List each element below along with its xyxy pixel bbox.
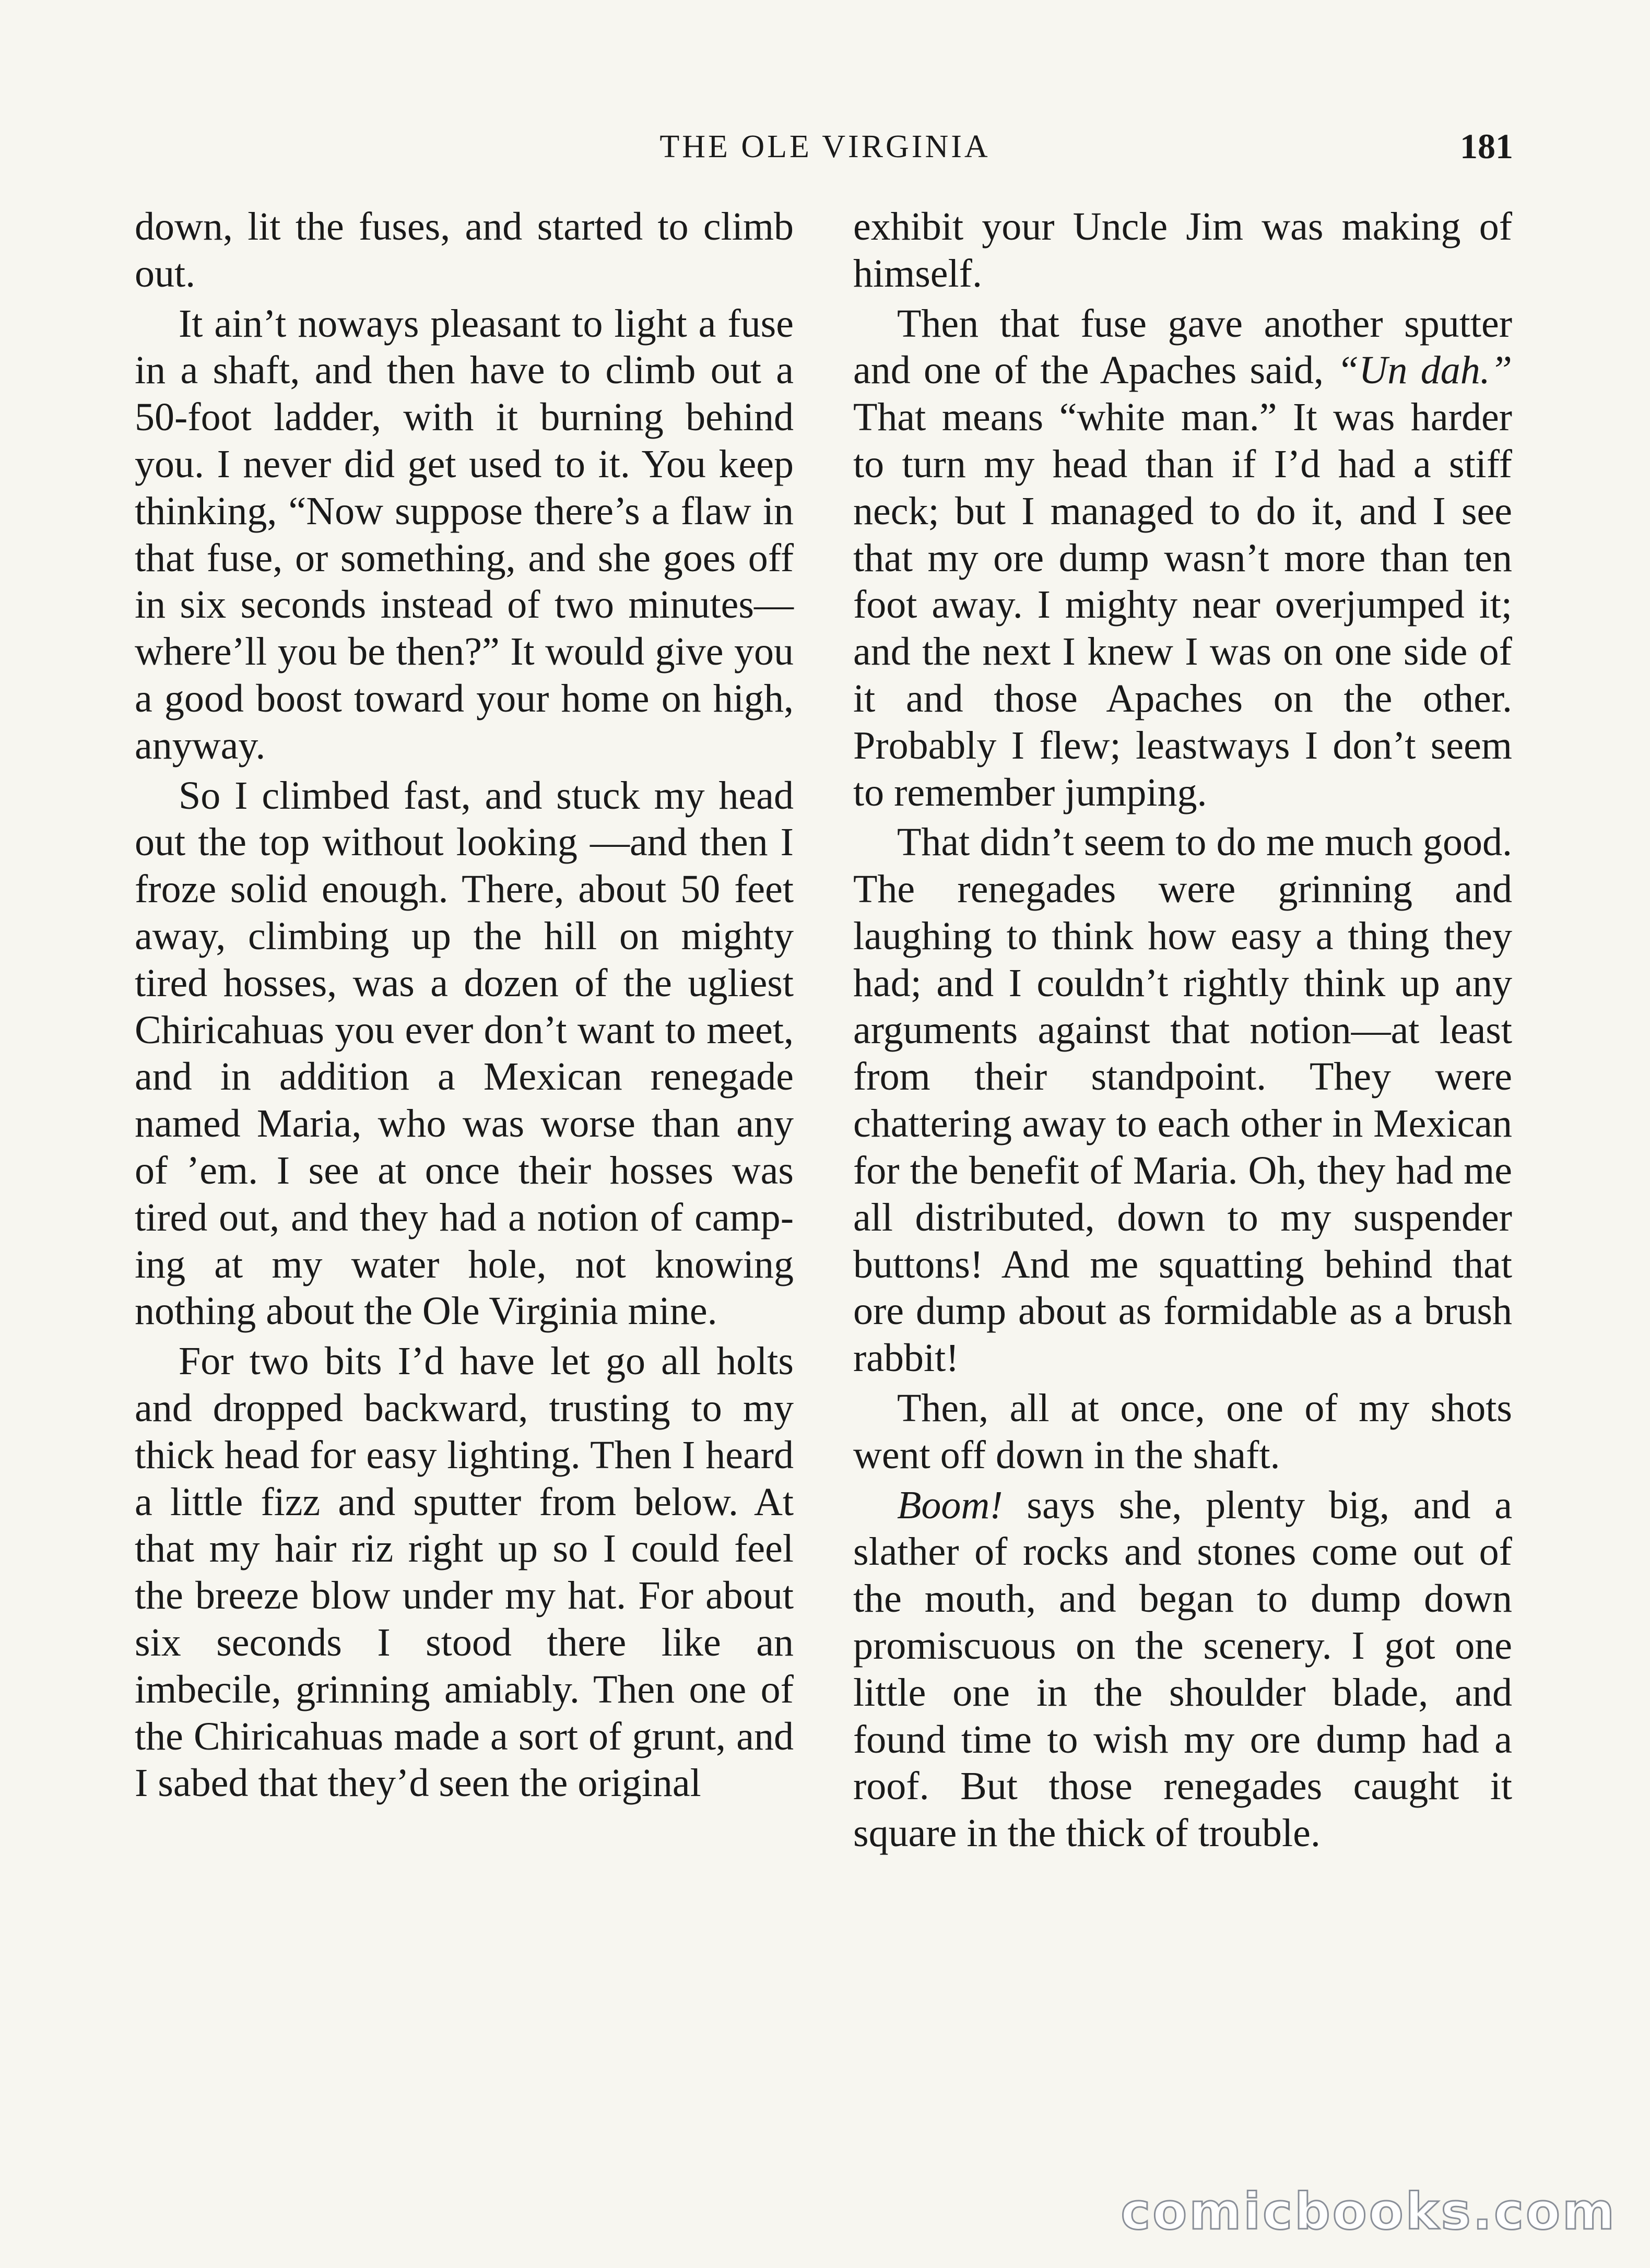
paragraph: That didn’t seem to do me much good. The renegades were grinning and laughing to think how easy a thing they had; and I couldn’t rightly think up any arguments against that notion—at least from their standpoint. They were chattering away to each other in Mexican for the benefit of Maria. Oh, they had me all distributed, down to my suspender buttons! And me squatting behind that ore dump about as formidable as a brush rabbit! (853, 820, 1512, 1380)
text-run: That means “white man.” It was harder to turn my head than if I’d had a stiff neck; but I managed to do it, and I see that my ore dump wasn’t more than ten foot away. I mighty near overjumped it; and the next I knew I was on one side of it and those Apaches on the other. Probably I flew; leastways I don’t seem to remember jumping. (853, 395, 1512, 814)
running-title: THE OLE VIRGINIA (659, 129, 991, 164)
paragraph: For two bits I’d have let go all holts and dropped backward, trusting to my thick head for easy lighting. Then I heard a little fizz and sputter from below. At that my hair riz right up so I could feel the breeze blow under my hat. For about six seconds I stood there like an imbecile, grinning amiably. Then one of the Chiricahuas made a sort of grunt, and I sabed that they’d seen the original (135, 1339, 794, 1805)
paragraph: It ain’t noways pleasant to light a fuse in a shaft, and then have to climb out a 50-foot ladder, with it burning behind you. I never did get used to it. You keep thinking, “Now suppose there’s a flaw in that fuse, or something, and she goes off in six seconds instead of two minutes—where’ll you be then?” It would give you a good boost toward your home on high, anyway. (135, 301, 794, 767)
text-run: says she, plenty big, and a slather of rocks and stones come out of the mouth, and began to dump down promiscuous on the scenery. I got one little one in the shoulder blade, and found time to wish my ore dump had a roof. But those renegades caught it square in the thick of trouble. (853, 1483, 1512, 1856)
paragraph (853, 1482, 1512, 1857)
italic-text: “Un dah.” (1337, 348, 1512, 393)
italic-text: Boom! (897, 1483, 1003, 1527)
text-run: Then that fuse gave another sputter and one of the Apaches said, (853, 301, 1512, 393)
paragraph: exhibit your Uncle Jim was making of himself. (853, 205, 1512, 296)
paragraph (853, 301, 1512, 817)
page-number: 181 (1460, 126, 1513, 166)
watermark: comicbooks.com (1121, 2182, 1617, 2241)
paragraph: So I climbed fast, and stuck my head out the top without looking —and then I froze solid enough. There, about 50 feet away, climbing up the hill on mighty tired hosses, was a dozen of the ugliest Chiricahuas you ever don’t want to meet, and in addition a Mexican renegade named Maria, who was worse than any of ’em. I see at once their hosses was tired out, and they had a notion of camping at my water hole, not knowing nothing about the Ole Virginia mine. (135, 773, 794, 1333)
left-column (135, 204, 794, 1807)
right-column (853, 204, 1512, 1857)
paragraph: Then, all at once, one of my shots went off down in the shaft. (853, 1386, 1512, 1477)
paragraph: down, lit the fuses, and started to climb out. (135, 205, 794, 296)
